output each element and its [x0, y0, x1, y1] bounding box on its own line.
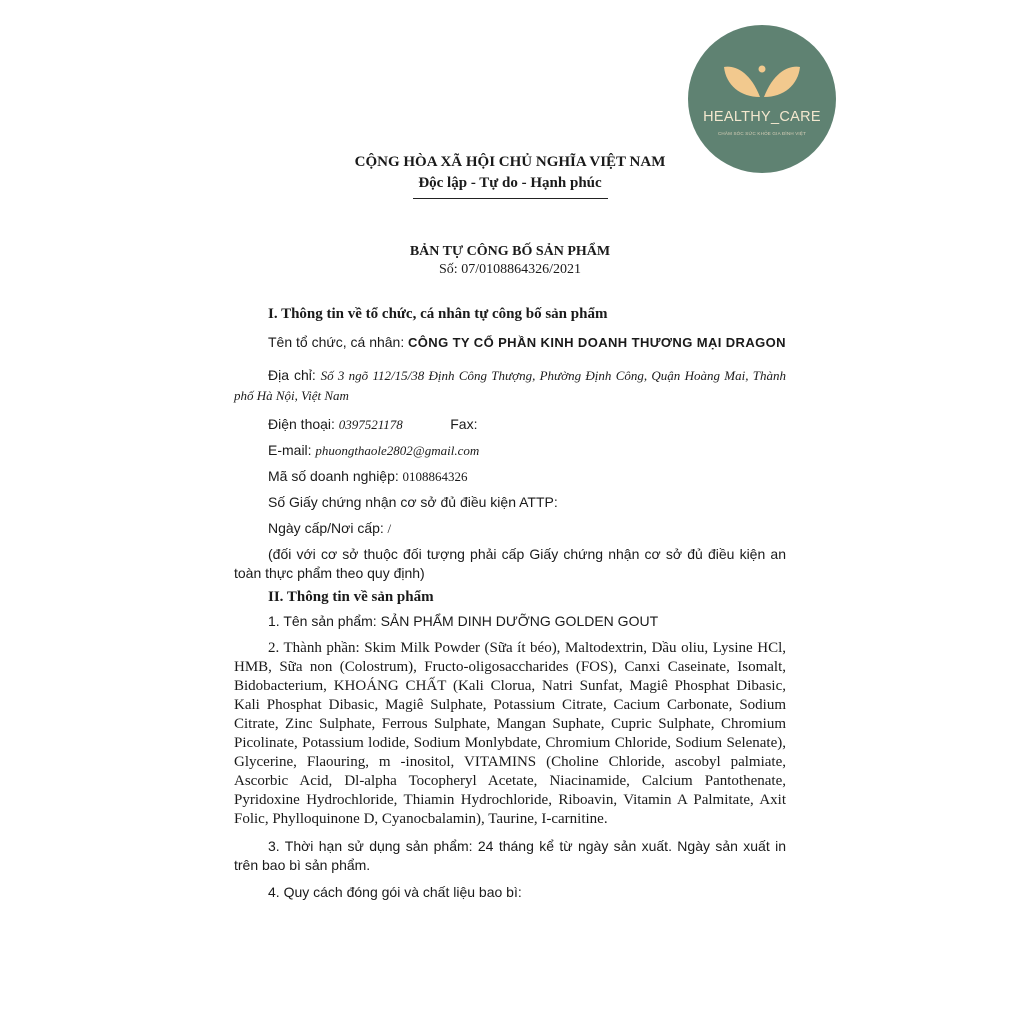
tax-field [268, 467, 786, 487]
packaging: 4. Quy cách đóng gói và chất liệu bao bì: [268, 884, 522, 900]
tax-label: Mã số doanh nghiệp: [268, 468, 399, 484]
date-field [268, 519, 786, 539]
org-label: Tên tổ chức, cá nhân: [268, 334, 405, 350]
org-field [234, 333, 786, 353]
address-field [234, 366, 786, 406]
header-divider [413, 198, 608, 199]
cert-note: (đối với cơ sở thuộc đối tượng phải cấp Giấy chứng nhận cơ sở đủ điều kiện an toàn thực phẩm theo quy định) [234, 546, 786, 581]
leaf-icon [688, 25, 836, 173]
phone-label: Điện thoại: [268, 416, 335, 432]
healthy-care-logo [688, 25, 836, 173]
date-label: Ngày cấp/Nơi cấp: [268, 520, 384, 536]
logo-tagline: CHĂM SÓC SỨC KHỎE GIA ĐÌNH VIỆT [717, 131, 807, 136]
phone-field [268, 415, 786, 435]
org-value: CÔNG TY CỔ PHẦN KINH DOANH THƯƠNG MẠI DRAGON [407, 335, 786, 350]
fax-label: Fax: [450, 416, 478, 432]
document-number: Số: 07/0108864326/2021 [439, 262, 581, 277]
cert-field [268, 493, 786, 513]
cert-label: Số Giấy chứng nhận cơ sở đủ điều kiện ATTP: [268, 494, 558, 510]
motto-heading: Độc lập - Tự do - Hạnh phúc [418, 175, 602, 191]
logo-name: HEALTHY_CARE [703, 109, 821, 125]
address-label: Địa chỉ: [268, 367, 316, 383]
shelf-life: 3. Thời hạn sử dụng sản phẩm: 24 tháng kể từ ngày sản xuất. Ngày sản xuất in trên bao bì sản phẩm. [234, 838, 786, 873]
address-value: Số 3 ngõ 112/15/38 Định Công Thượng, Phường Định Công, Quận Hoàng Mai, Thành phố Hà Nội, Việt Nam [234, 368, 787, 403]
ingredients: 2. Thành phần: Skim Milk Powder (Sữa ít béo), Maltodextrin, Dầu oliu, Lysine HCl, HMB, Sữa non (Colostrum), Fructo-oligosaccharides (FOS), Canxi Caseinate, Isomalt, Bidobacterium, KHOÁNG CHẤT (Kali Clorua, Natri Sunfat, Magiê Phosphat Dibasic, Kali Phosphat Dibasic, Magiê Sulphate, Potassium Citrate, Cacium Carbonate, Sodium Citrate, Zinc Sulphate, Ferrous Sulphate, Mangan Suphate, Cupric Sulphate, Chromium Picolinate, Potassium lodide, Sodium Monlybdate, Chromium Chloride, Sodium Selenate), Glycerine, Flaouring, m -inositol, VITAMINS (Choline Chloride, ascobyl palmiate, Ascorbic Acid, Dl-alpha Tocopheryl Acetate, Niacinamide, Calcium Pantothenate, Pyridoxine Hydrochloride, Thiamin Hydrochloride, Riboavin, Vitamin A Palmitate, Axit Folic, Phylloquinone D, Cyanocbalamin), Taurine, I-carnitine. [234, 640, 786, 827]
document-title: BẢN TỰ CÔNG BỐ SẢN PHẨM [409, 244, 611, 259]
email-value: phuongthaole2802@gmail.com [315, 443, 480, 458]
document-body [234, 306, 786, 902]
tax-value: 0108864326 [402, 469, 468, 484]
section-1-heading: I. Thông tin về tổ chức, cá nhân tự công bố sản phẩm [268, 306, 608, 322]
section-2-heading: II. Thông tin về sản phẩm [268, 589, 434, 605]
email-field [268, 441, 786, 461]
date-value: / [387, 521, 392, 536]
product-name: 1. Tên sản phẩm: SẢN PHẨM DINH DƯỠNG GOLDEN GOUT [268, 613, 659, 629]
country-heading: CỘNG HÒA XÃ HỘI CHỦ NGHĨA VIỆT NAM [354, 154, 666, 170]
email-label: E-mail: [268, 442, 312, 458]
phone-value: 0397521178 [338, 417, 403, 432]
